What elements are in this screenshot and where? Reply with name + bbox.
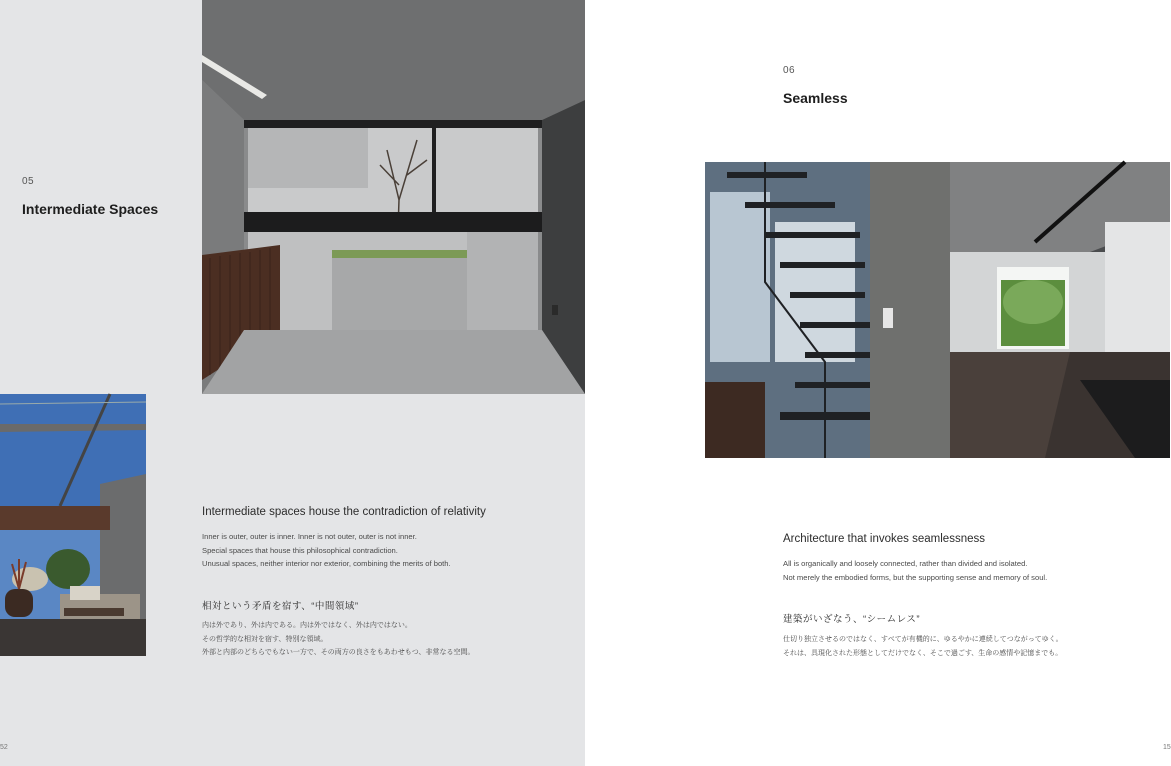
photo-courtyard-interior: [202, 0, 585, 394]
section-title: Intermediate Spaces: [22, 201, 159, 217]
body-line: All is organically and loosely connected, rather than divided and isolated.: [783, 559, 1028, 568]
page-number: 52: [0, 744, 8, 751]
section-number: 05: [22, 176, 35, 187]
section-title: Seamless: [783, 90, 848, 106]
body-line: Special spaces that house this philosophical contradiction.: [202, 545, 398, 555]
section-number: 06: [783, 65, 796, 76]
jp-line: 仕切り独立させるのではなく、すべてが有機的に、ゆるやかに連続してつながってゆく。: [783, 636, 1063, 643]
jp-body-text: [783, 633, 1063, 660]
jp-heading: 建築がいざなう、“シームレス”: [783, 614, 921, 625]
body-line: Unusual spaces, neither interior nor exterior, combining the merits of both.: [202, 559, 451, 568]
body-line: Inner is outer, outer is inner. Inner is not outer, outer is not inner.: [202, 532, 417, 541]
body-text: [783, 557, 1047, 584]
jp-line: その哲学的な相対を宿す、特別な領域。: [202, 635, 328, 643]
photo-terrace: [0, 394, 146, 656]
left-page: [0, 0, 585, 766]
body-text: [202, 530, 451, 571]
jp-body-text: [202, 619, 475, 660]
jp-heading: 相対という矛盾を宿す、“中間領域”: [202, 601, 359, 612]
jp-line: 外部と内部のどちらでもない一方で、その両方の良さをもあわせもつ、非常なる空間。: [202, 649, 475, 656]
body-line: Not merely the embodied forms, but the supporting sense and memory of soul.: [783, 572, 1048, 582]
page-number: 15: [1163, 744, 1171, 751]
right-page: [585, 0, 1170, 766]
jp-line: 内は外であり、外は内である。内は外ではなく、外は内ではない。: [202, 622, 412, 629]
photo-staircase-living: [705, 162, 1170, 458]
jp-line: それは、具現化された形態としてだけでなく、そこで過ごす、生命の感情や記憶までも。: [783, 649, 1063, 657]
subheading: Architecture that invokes seamlessness: [783, 533, 985, 545]
subheading: Intermediate spaces house the contradiction of relativity: [202, 506, 486, 518]
